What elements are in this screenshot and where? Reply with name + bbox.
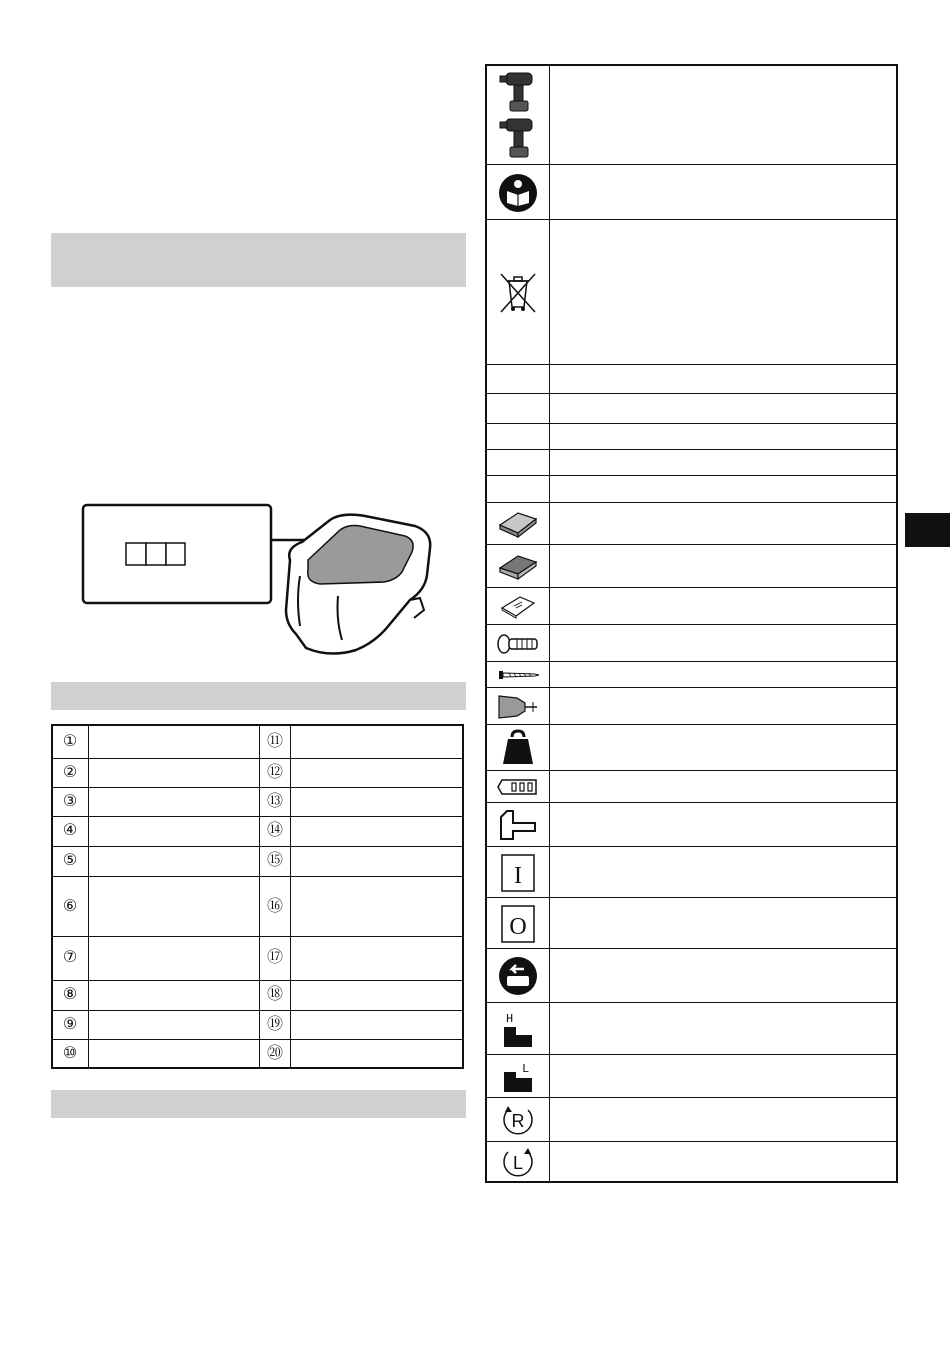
rotation-clockwise-icon [487, 1098, 549, 1142]
table-row [487, 897, 896, 948]
table-row [487, 219, 896, 364]
label-cell [126, 543, 146, 565]
table-row [53, 816, 462, 846]
table-row [487, 724, 896, 770]
part-number: ⑬ [266, 793, 283, 810]
table-row [53, 980, 462, 1010]
table-row [487, 393, 896, 423]
battery-pack-flat-icon [487, 545, 549, 588]
part-number: ⑪ [266, 733, 283, 750]
table-row [487, 1097, 896, 1141]
language-thumb-tab [905, 513, 950, 547]
part-number: ⑨ [62, 1016, 78, 1033]
part-number: ⑰ [266, 949, 283, 966]
part-number: ⑲ [266, 1016, 283, 1033]
battery-pack-icon [487, 503, 549, 545]
part-number: ③ [62, 793, 78, 810]
label-cell [166, 543, 185, 565]
battery-label-illustration [80, 500, 470, 660]
table-row [487, 1141, 896, 1181]
table-row [487, 475, 896, 502]
table-row [487, 164, 896, 219]
remove-battery-icon [487, 949, 549, 1003]
table-row [487, 948, 896, 1002]
drill-chuck-icon [487, 688, 549, 725]
part-number: ① [62, 733, 78, 750]
svg-text:L: L [512, 1153, 524, 1173]
table-row [487, 624, 896, 661]
table-row [487, 687, 896, 724]
part-number: ⑱ [266, 986, 283, 1003]
part-number: ⑯ [266, 898, 283, 915]
hammer-direction-icon [487, 803, 549, 847]
table-row [53, 1010, 462, 1039]
svg-text:O: O [509, 913, 527, 940]
table-row [487, 587, 896, 624]
table-row [487, 364, 896, 393]
table-row [53, 758, 462, 787]
speed-low-icon [487, 1055, 549, 1098]
table-row [53, 726, 462, 758]
section-header-band [51, 1090, 466, 1118]
table-row [487, 66, 896, 164]
charger-connector [410, 598, 424, 618]
part-number: ② [62, 764, 78, 781]
section-header-band [51, 682, 466, 710]
table-row [487, 661, 896, 687]
read-manual-icon [487, 165, 549, 220]
parts-list-table [51, 724, 464, 1069]
svg-text:H: H [506, 1012, 514, 1026]
table-row [53, 876, 462, 936]
weee-crossed-bin-icon [487, 220, 549, 365]
table-row [53, 1039, 462, 1067]
section-header-band [51, 233, 466, 287]
bolt-icon [487, 625, 549, 662]
power-on-icon [487, 847, 549, 898]
table-row [487, 449, 896, 475]
table-row [487, 1002, 896, 1054]
table-row [53, 846, 462, 876]
table-row [487, 502, 896, 544]
part-number: ⑤ [62, 852, 78, 869]
part-number: ⑭ [266, 822, 283, 839]
table-row [53, 936, 462, 980]
weight-icon [487, 725, 549, 771]
part-number: ⑧ [62, 986, 78, 1003]
part-number: ⑥ [62, 898, 78, 915]
part-number: ⑮ [266, 852, 283, 869]
table-row [487, 1054, 896, 1097]
label-cell [146, 543, 166, 565]
svg-text:I: I [514, 862, 522, 889]
power-off-icon [487, 898, 549, 949]
wood-screw-icon [487, 662, 549, 688]
manual-booklet-icon [487, 588, 549, 625]
part-number: ⑩ [62, 1045, 78, 1062]
table-row [487, 423, 896, 449]
part-number: ⑫ [266, 764, 283, 781]
table-row [53, 787, 462, 816]
table-row [487, 802, 896, 846]
battery-level-icon [487, 771, 549, 803]
part-number: ④ [62, 822, 78, 839]
speed-high-icon [487, 1003, 549, 1055]
svg-text:L: L [522, 1061, 530, 1076]
table-row [487, 544, 896, 587]
svg-text:R: R [511, 1111, 525, 1131]
part-number: ⑳ [266, 1045, 283, 1062]
symbols-table [485, 64, 898, 1183]
table-row [487, 770, 896, 802]
table-row [487, 846, 896, 897]
part-number: ⑦ [62, 949, 78, 966]
rotation-counterclockwise-icon [487, 1142, 549, 1182]
drill-driver-pair-icon [487, 66, 549, 164]
